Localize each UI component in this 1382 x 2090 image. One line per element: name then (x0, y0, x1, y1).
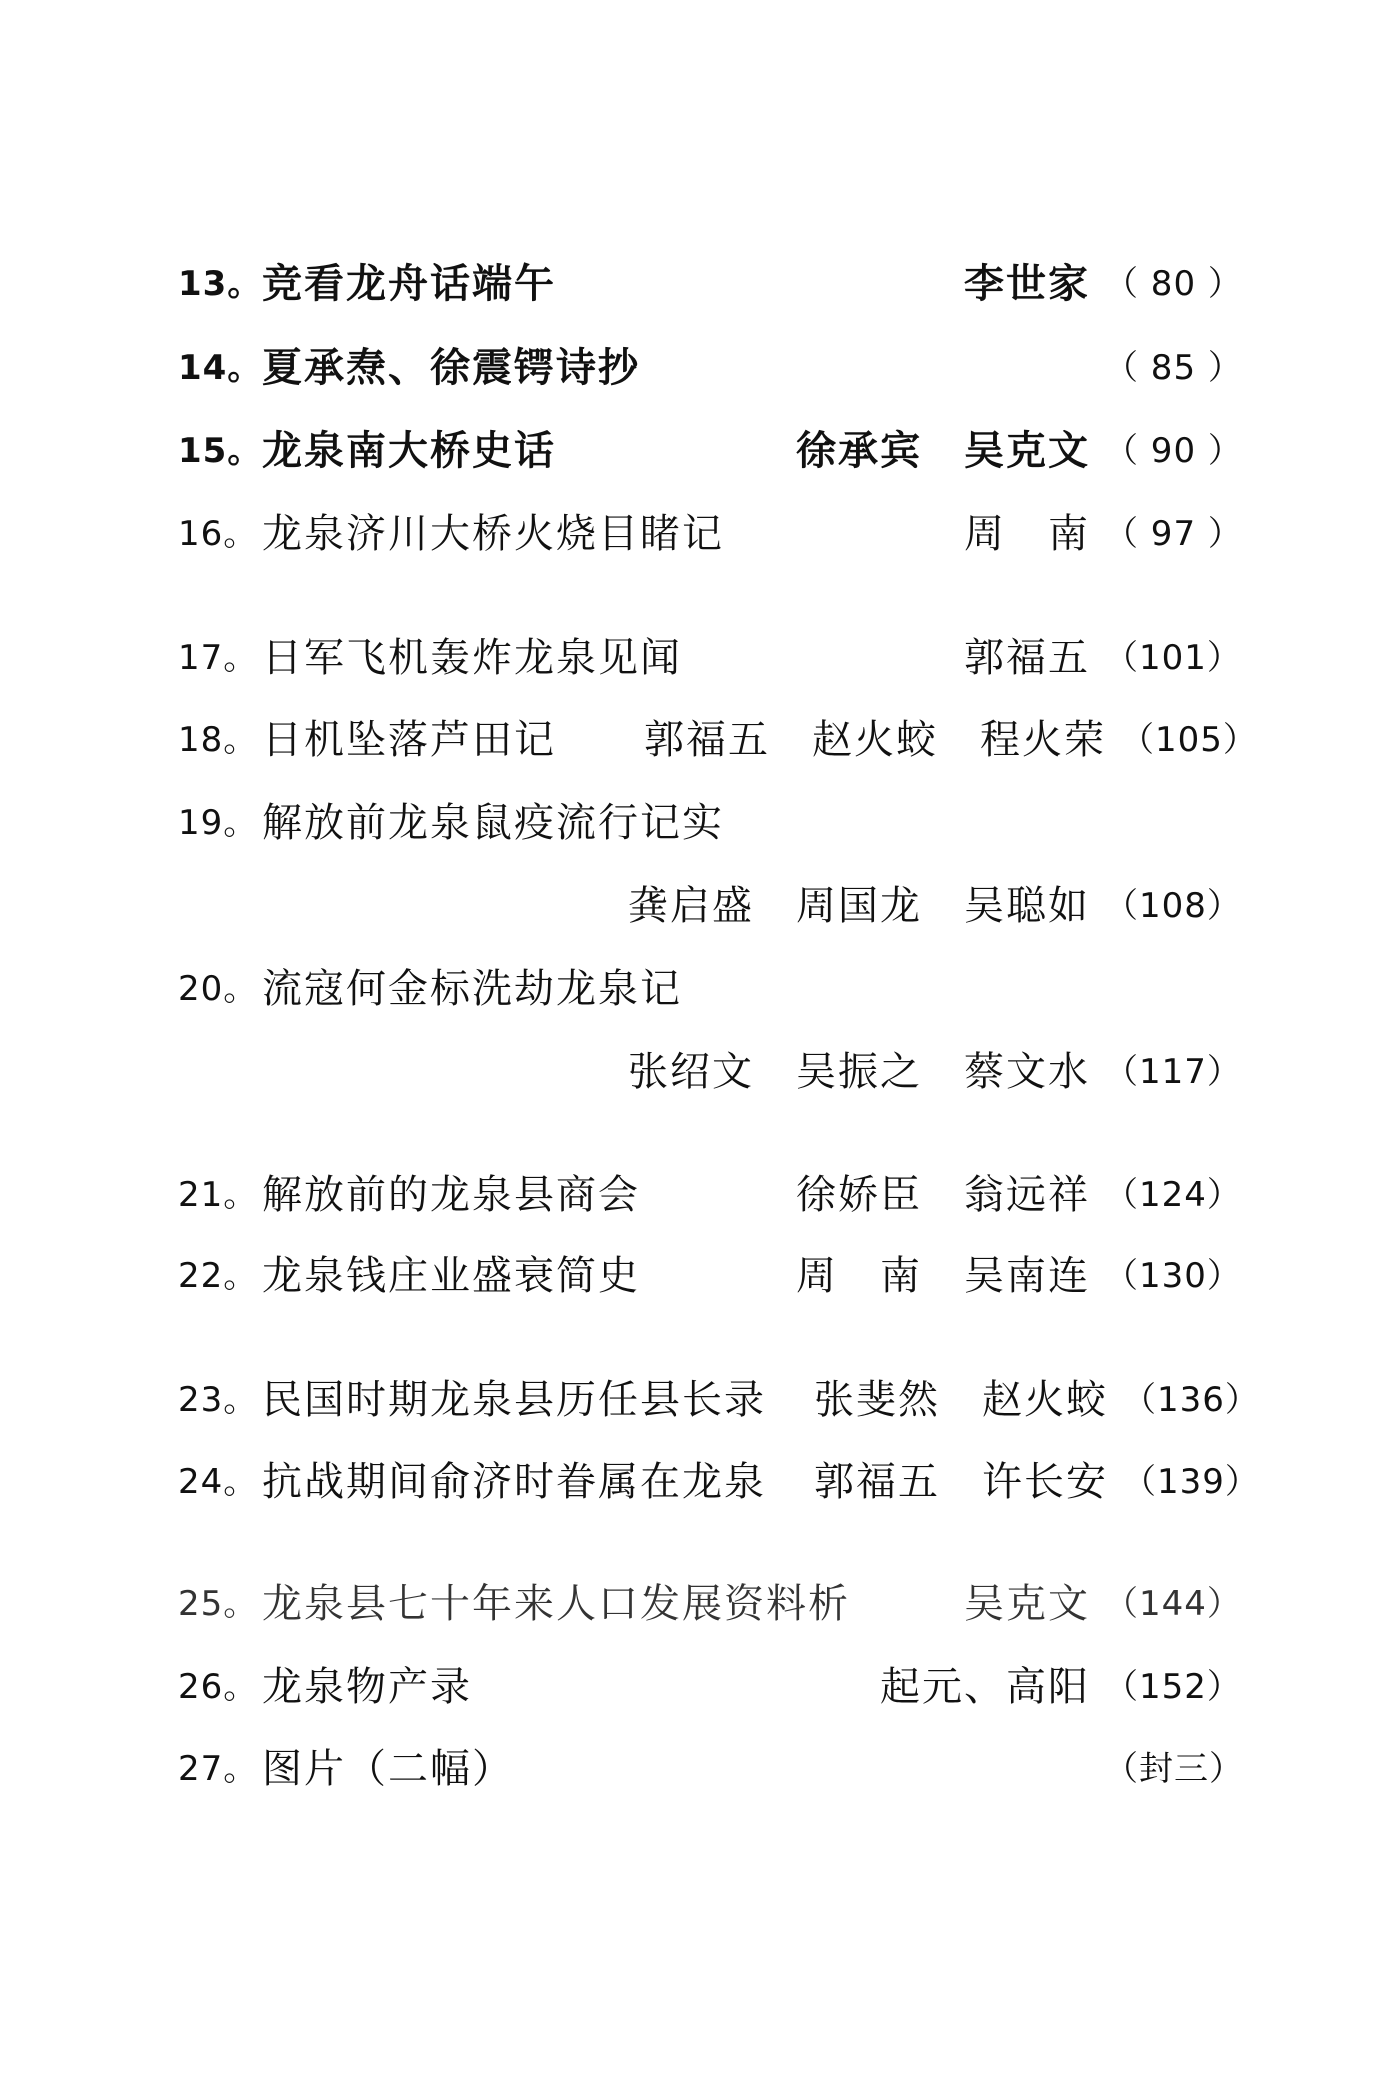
dot-leader (728, 506, 960, 562)
entry-page: （124） (1104, 1175, 1242, 1215)
dot-leader (518, 1741, 1086, 1797)
toc-entry-22[interactable] (178, 1248, 1242, 1304)
entry-title: 龙泉济川大桥火烧目睹记 (262, 511, 724, 557)
entry-page: （ 97 ） (1104, 514, 1243, 554)
entry-author: 周 南 吴南连 (796, 1253, 1090, 1299)
entry-author: 张绍文 吴振之 蔡文水 (628, 1049, 1090, 1095)
dot-leader (644, 1167, 792, 1223)
toc-entry-13[interactable] (178, 256, 1243, 312)
entry-title: 流寇何金标洗劫龙泉记 (262, 966, 682, 1012)
entry-page: （108） (1104, 886, 1242, 926)
dot-leader (560, 256, 960, 312)
toc-entry-24[interactable] (178, 1454, 1260, 1510)
entry-page: （139） (1122, 1462, 1260, 1502)
toc-entry-19[interactable] (178, 795, 1238, 851)
entry-number: 24。 (178, 1462, 259, 1502)
dot-leader (770, 1372, 810, 1428)
entry-title: 龙泉南大桥史话 (262, 427, 556, 474)
entry-title: 竞看龙舟话端午 (262, 260, 556, 307)
dot-leader (476, 1659, 876, 1715)
entry-title: 民国时期龙泉县历任县长录 (262, 1377, 766, 1423)
entry-title: 夏承焘、徐震锷诗抄 (262, 344, 640, 391)
entry-author: 起元、高阳 (880, 1664, 1090, 1710)
entry-title: 龙泉物产录 (262, 1664, 472, 1710)
entry-author: 李世家 (964, 260, 1090, 307)
toc-entry-20-continuation (262, 1044, 1242, 1100)
entry-number: 22。 (178, 1256, 259, 1296)
toc-entry-15[interactable] (178, 423, 1243, 479)
entry-number: 26。 (178, 1667, 259, 1707)
entry-title: 抗战期间俞济时眷属在龙泉 (262, 1459, 766, 1505)
entry-page: （ 90 ） (1104, 431, 1243, 471)
dot-leader (266, 1044, 624, 1100)
toc-entry-20[interactable] (178, 961, 1238, 1017)
dot-leader (686, 630, 960, 686)
entry-author: 吴克文 (964, 1581, 1090, 1627)
entry-page: （封三） (1104, 1749, 1244, 1789)
toc-entry-26[interactable] (178, 1659, 1242, 1715)
entry-author: 郭福五 赵火蛟 程火荣 (644, 717, 1106, 763)
entry-title: 日军飞机轰炸龙泉见闻 (262, 635, 682, 681)
dot-leader (770, 1454, 810, 1510)
entry-page: （117） (1104, 1052, 1242, 1092)
entry-title: 龙泉县七十年来人口发展资料析 (262, 1581, 850, 1627)
entry-page: （130） (1104, 1256, 1242, 1296)
entry-author: 龚启盛 周国龙 吴聪如 (628, 883, 1090, 929)
entry-title: 图片（二幅） (262, 1746, 514, 1792)
dot-leader (644, 340, 1086, 396)
entry-page: （ 85 ） (1104, 348, 1243, 388)
entry-page: （144） (1104, 1584, 1242, 1624)
dot-leader (854, 1576, 960, 1632)
entry-author: 张斐然 赵火蛟 (814, 1377, 1108, 1423)
entry-number: 23。 (178, 1380, 259, 1420)
entry-page: （152） (1104, 1667, 1242, 1707)
entry-title: 龙泉钱庄业盛衰简史 (262, 1253, 640, 1299)
entry-title: 日机坠落芦田记 (262, 717, 556, 763)
toc-entry-14[interactable] (178, 340, 1243, 396)
dot-leader (560, 423, 792, 479)
toc-entry-16[interactable] (178, 506, 1243, 562)
dot-leader (266, 878, 624, 934)
entry-author: 郭福五 (964, 635, 1090, 681)
entry-number: 17。 (178, 638, 259, 678)
entry-number: 16。 (178, 514, 259, 554)
entry-number: 18。 (178, 720, 259, 760)
toc-entry-18[interactable] (178, 712, 1258, 768)
toc-entry-25[interactable] (178, 1576, 1242, 1632)
toc-entry-21[interactable] (178, 1167, 1242, 1223)
toc-entry-27[interactable] (178, 1741, 1244, 1797)
entry-page: （ 80 ） (1104, 264, 1243, 304)
entry-page: （101） (1104, 638, 1242, 678)
entry-number: 14。 (178, 348, 263, 388)
entry-number: 13。 (178, 264, 263, 304)
entry-author: 徐承宾 吴克文 (796, 427, 1090, 474)
entry-title: 解放前的龙泉县商会 (262, 1172, 640, 1218)
entry-author: 徐娇臣 翁远祥 (796, 1172, 1090, 1218)
entry-author: 郭福五 许长安 (814, 1459, 1108, 1505)
toc-entry-23[interactable] (178, 1372, 1260, 1428)
entry-title: 解放前龙泉鼠疫流行记实 (262, 800, 724, 846)
entry-number: 19。 (178, 803, 259, 843)
entry-number: 21。 (178, 1175, 259, 1215)
entry-author: 周 南 (964, 511, 1090, 557)
entry-page: （105） (1120, 720, 1258, 760)
toc-entry-19-continuation (262, 878, 1242, 934)
entry-page: （136） (1122, 1380, 1260, 1420)
dot-leader (560, 712, 640, 768)
toc-entry-17[interactable] (178, 630, 1242, 686)
entry-number: 20。 (178, 969, 259, 1009)
entry-number: 15。 (178, 431, 263, 471)
entry-number: 25。 (178, 1584, 259, 1624)
dot-leader (644, 1248, 792, 1304)
entry-number: 27。 (178, 1749, 259, 1789)
